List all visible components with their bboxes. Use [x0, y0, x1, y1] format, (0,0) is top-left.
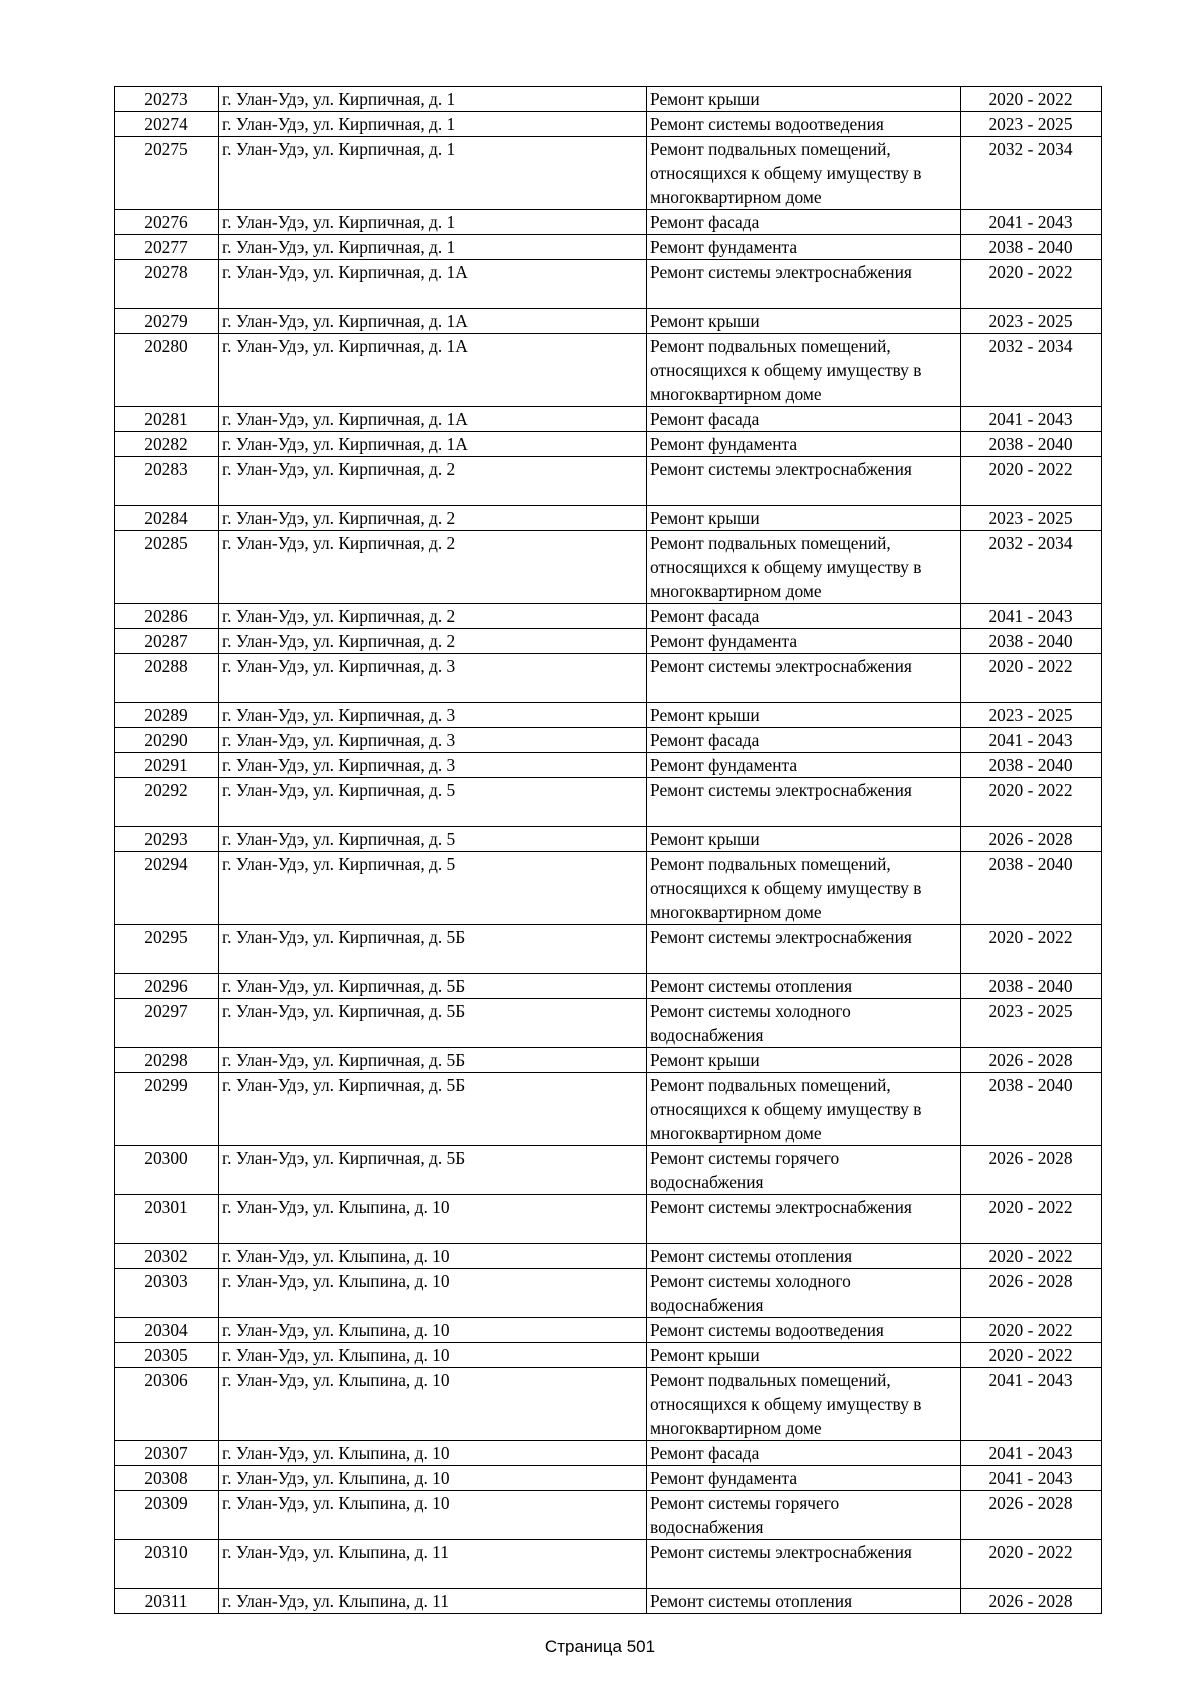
table-row: [115, 1491, 1102, 1540]
cell-period: 2020 - 2022: [961, 1540, 1102, 1589]
cell-work-type: Ремонт подвальных помещений, относящихся к общему имуществу в многоквартирном доме: [647, 852, 961, 925]
cell-id: 20287: [115, 629, 219, 654]
cell-work-type: Ремонт фасада: [647, 1441, 961, 1466]
cell-id: 20299: [115, 1073, 219, 1146]
table-row: [115, 407, 1102, 432]
cell-address: г. Улан-Удэ, ул. Клыпина, д. 11: [219, 1589, 647, 1614]
cell-work-type: Ремонт системы отопления: [647, 974, 961, 999]
cell-id: 20306: [115, 1368, 219, 1441]
cell-work-type: Ремонт фундамента: [647, 753, 961, 778]
cell-id: 20292: [115, 778, 219, 827]
cell-address: г. Улан-Удэ, ул. Кирпичная, д. 1А: [219, 309, 647, 334]
table-row: [115, 112, 1102, 137]
cell-period: 2038 - 2040: [961, 974, 1102, 999]
page-number: Страница 501: [544, 1637, 656, 1656]
cell-address: г. Улан-Удэ, ул. Кирпичная, д. 5Б: [219, 1048, 647, 1073]
cell-period: 2032 - 2034: [961, 531, 1102, 604]
cell-work-type: Ремонт системы отопления: [647, 1589, 961, 1614]
table-row: [115, 1343, 1102, 1368]
cell-id: 20308: [115, 1466, 219, 1491]
cell-address: г. Улан-Удэ, ул. Кирпичная, д. 5Б: [219, 999, 647, 1048]
cell-id: 20280: [115, 334, 219, 407]
cell-work-type: Ремонт системы электроснабжения: [647, 1540, 961, 1589]
cell-id: 20273: [115, 87, 219, 112]
cell-work-type: Ремонт системы горячего водоснабжения: [647, 1491, 961, 1540]
table-row: [115, 728, 1102, 753]
table-row: [115, 457, 1102, 506]
table-row: [115, 1318, 1102, 1343]
cell-id: 20293: [115, 827, 219, 852]
cell-address: г. Улан-Удэ, ул. Кирпичная, д. 5: [219, 852, 647, 925]
table-row: [115, 531, 1102, 604]
cell-period: 2020 - 2022: [961, 778, 1102, 827]
cell-period: 2026 - 2028: [961, 1146, 1102, 1195]
cell-period: 2038 - 2040: [961, 629, 1102, 654]
cell-work-type: Ремонт фасада: [647, 604, 961, 629]
cell-address: г. Улан-Удэ, ул. Кирпичная, д. 1: [219, 112, 647, 137]
cell-period: 2041 - 2043: [961, 1368, 1102, 1441]
cell-id: 20275: [115, 137, 219, 210]
cell-id: 20303: [115, 1269, 219, 1318]
cell-period: 2041 - 2043: [961, 604, 1102, 629]
table-row: [115, 974, 1102, 999]
cell-work-type: Ремонт подвальных помещений, относящихся к общему имуществу в многоквартирном доме: [647, 334, 961, 407]
cell-work-type: Ремонт системы электроснабжения: [647, 1195, 961, 1244]
table-row: [115, 753, 1102, 778]
cell-period: 2026 - 2028: [961, 1491, 1102, 1540]
table-row: [115, 654, 1102, 703]
cell-period: 2041 - 2043: [961, 407, 1102, 432]
cell-period: 2026 - 2028: [961, 1589, 1102, 1614]
table-row: [115, 506, 1102, 531]
cell-address: г. Улан-Удэ, ул. Клыпина, д. 10: [219, 1318, 647, 1343]
cell-period: 2020 - 2022: [961, 654, 1102, 703]
cell-id: 20286: [115, 604, 219, 629]
cell-address: г. Улан-Удэ, ул. Кирпичная, д. 1А: [219, 260, 647, 309]
cell-address: г. Улан-Удэ, ул. Клыпина, д. 10: [219, 1441, 647, 1466]
cell-period: 2026 - 2028: [961, 1048, 1102, 1073]
cell-address: г. Улан-Удэ, ул. Кирпичная, д. 1: [219, 210, 647, 235]
cell-period: 2020 - 2022: [961, 1343, 1102, 1368]
table-row: [115, 604, 1102, 629]
cell-work-type: Ремонт системы электроснабжения: [647, 457, 961, 506]
cell-period: 2020 - 2022: [961, 260, 1102, 309]
cell-address: г. Улан-Удэ, ул. Клыпина, д. 10: [219, 1466, 647, 1491]
table-row: [115, 1146, 1102, 1195]
cell-work-type: Ремонт крыши: [647, 1343, 961, 1368]
cell-id: 20307: [115, 1441, 219, 1466]
cell-address: г. Улан-Удэ, ул. Кирпичная, д. 5: [219, 778, 647, 827]
cell-id: 20304: [115, 1318, 219, 1343]
cell-id: 20305: [115, 1343, 219, 1368]
cell-id: 20281: [115, 407, 219, 432]
cell-address: г. Улан-Удэ, ул. Кирпичная, д. 5Б: [219, 1073, 647, 1146]
cell-period: 2038 - 2040: [961, 1073, 1102, 1146]
cell-id: 20290: [115, 728, 219, 753]
cell-id: 20300: [115, 1146, 219, 1195]
cell-period: 2041 - 2043: [961, 210, 1102, 235]
table-row: [115, 1466, 1102, 1491]
cell-period: 2023 - 2025: [961, 999, 1102, 1048]
cell-id: 20274: [115, 112, 219, 137]
cell-id: 20295: [115, 925, 219, 974]
cell-work-type: Ремонт системы водоотведения: [647, 112, 961, 137]
table-row: [115, 827, 1102, 852]
cell-period: 2023 - 2025: [961, 506, 1102, 531]
cell-work-type: Ремонт подвальных помещений, относящихся к общему имуществу в многоквартирном доме: [647, 137, 961, 210]
cell-work-type: Ремонт фасада: [647, 407, 961, 432]
table-row: [115, 629, 1102, 654]
cell-period: 2023 - 2025: [961, 703, 1102, 728]
cell-period: 2026 - 2028: [961, 1269, 1102, 1318]
cell-work-type: Ремонт крыши: [647, 87, 961, 112]
cell-id: 20278: [115, 260, 219, 309]
cell-work-type: Ремонт системы горячего водоснабжения: [647, 1146, 961, 1195]
table-row: [115, 703, 1102, 728]
cell-id: 20289: [115, 703, 219, 728]
cell-id: 20288: [115, 654, 219, 703]
cell-work-type: Ремонт системы холодного водоснабжения: [647, 1269, 961, 1318]
cell-address: г. Улан-Удэ, ул. Клыпина, д. 10: [219, 1195, 647, 1244]
table-row: [115, 1073, 1102, 1146]
cell-id: 20294: [115, 852, 219, 925]
table-row: [115, 1048, 1102, 1073]
cell-address: г. Улан-Удэ, ул. Кирпичная, д. 2: [219, 531, 647, 604]
table-row: [115, 1195, 1102, 1244]
cell-address: г. Улан-Удэ, ул. Клыпина, д. 11: [219, 1540, 647, 1589]
cell-id: 20277: [115, 235, 219, 260]
table-row: [115, 925, 1102, 974]
repair-schedule-table: [114, 86, 1102, 1614]
table-row: [115, 778, 1102, 827]
cell-id: 20309: [115, 1491, 219, 1540]
cell-period: 2020 - 2022: [961, 925, 1102, 974]
cell-id: 20282: [115, 432, 219, 457]
cell-address: г. Улан-Удэ, ул. Кирпичная, д. 3: [219, 703, 647, 728]
cell-id: 20276: [115, 210, 219, 235]
cell-id: 20285: [115, 531, 219, 604]
cell-address: г. Улан-Удэ, ул. Кирпичная, д. 2: [219, 457, 647, 506]
cell-period: 2041 - 2043: [961, 728, 1102, 753]
cell-address: г. Улан-Удэ, ул. Кирпичная, д. 5Б: [219, 925, 647, 974]
table-row: [115, 999, 1102, 1048]
table-row: [115, 87, 1102, 112]
cell-address: г. Улан-Удэ, ул. Кирпичная, д. 1: [219, 235, 647, 260]
cell-id: 20291: [115, 753, 219, 778]
cell-work-type: Ремонт крыши: [647, 1048, 961, 1073]
cell-address: г. Улан-Удэ, ул. Клыпина, д. 10: [219, 1269, 647, 1318]
cell-address: г. Улан-Удэ, ул. Кирпичная, д. 5: [219, 827, 647, 852]
cell-address: г. Улан-Удэ, ул. Кирпичная, д. 1А: [219, 432, 647, 457]
cell-id: 20301: [115, 1195, 219, 1244]
cell-work-type: Ремонт системы водоотведения: [647, 1318, 961, 1343]
table-body: [115, 87, 1102, 1614]
table-row: [115, 137, 1102, 210]
cell-address: г. Улан-Удэ, ул. Клыпина, д. 10: [219, 1491, 647, 1540]
cell-period: 2023 - 2025: [961, 112, 1102, 137]
cell-address: г. Улан-Удэ, ул. Клыпина, д. 10: [219, 1244, 647, 1269]
cell-work-type: Ремонт системы отопления: [647, 1244, 961, 1269]
cell-address: г. Улан-Удэ, ул. Клыпина, д. 10: [219, 1343, 647, 1368]
cell-address: г. Улан-Удэ, ул. Кирпичная, д. 3: [219, 728, 647, 753]
cell-work-type: Ремонт системы электроснабжения: [647, 925, 961, 974]
table-row: [115, 210, 1102, 235]
table-row: [115, 309, 1102, 334]
cell-work-type: Ремонт системы электроснабжения: [647, 778, 961, 827]
cell-work-type: Ремонт фундамента: [647, 235, 961, 260]
cell-period: 2041 - 2043: [961, 1441, 1102, 1466]
cell-work-type: Ремонт фундамента: [647, 1466, 961, 1491]
cell-id: 20283: [115, 457, 219, 506]
table-row: [115, 1540, 1102, 1589]
table-row: [115, 1244, 1102, 1269]
cell-work-type: Ремонт подвальных помещений, относящихся к общему имуществу в многоквартирном доме: [647, 1073, 961, 1146]
cell-period: 2020 - 2022: [961, 87, 1102, 112]
cell-address: г. Улан-Удэ, ул. Кирпичная, д. 1: [219, 87, 647, 112]
cell-address: г. Улан-Удэ, ул. Кирпичная, д. 2: [219, 629, 647, 654]
table-row: [115, 1368, 1102, 1441]
cell-period: 2026 - 2028: [961, 827, 1102, 852]
cell-address: г. Улан-Удэ, ул. Кирпичная, д. 1А: [219, 407, 647, 432]
table-row: [115, 1269, 1102, 1318]
cell-period: 2032 - 2034: [961, 334, 1102, 407]
cell-id: 20302: [115, 1244, 219, 1269]
table-row: [115, 432, 1102, 457]
cell-id: 20284: [115, 506, 219, 531]
cell-work-type: Ремонт системы холодного водоснабжения: [647, 999, 961, 1048]
cell-period: 2020 - 2022: [961, 457, 1102, 506]
cell-id: 20296: [115, 974, 219, 999]
table-row: [115, 852, 1102, 925]
cell-address: г. Улан-Удэ, ул. Кирпичная, д. 5Б: [219, 974, 647, 999]
table-row: [115, 334, 1102, 407]
cell-work-type: Ремонт крыши: [647, 506, 961, 531]
cell-work-type: Ремонт подвальных помещений, относящихся к общему имуществу в многоквартирном доме: [647, 531, 961, 604]
cell-period: 2038 - 2040: [961, 235, 1102, 260]
cell-address: г. Улан-Удэ, ул. Кирпичная, д. 2: [219, 506, 647, 531]
cell-id: 20297: [115, 999, 219, 1048]
cell-id: 20298: [115, 1048, 219, 1073]
table-row: [115, 1589, 1102, 1614]
cell-period: 2038 - 2040: [961, 753, 1102, 778]
cell-address: г. Улан-Удэ, ул. Кирпичная, д. 3: [219, 753, 647, 778]
table-row: [115, 1441, 1102, 1466]
cell-period: 2020 - 2022: [961, 1195, 1102, 1244]
cell-work-type: Ремонт системы электроснабжения: [647, 654, 961, 703]
cell-id: 20311: [115, 1589, 219, 1614]
cell-work-type: Ремонт подвальных помещений, относящихся к общему имуществу в многоквартирном доме: [647, 1368, 961, 1441]
cell-id: 20279: [115, 309, 219, 334]
cell-id: 20310: [115, 1540, 219, 1589]
cell-work-type: Ремонт крыши: [647, 827, 961, 852]
cell-period: 2038 - 2040: [961, 432, 1102, 457]
cell-work-type: Ремонт крыши: [647, 309, 961, 334]
cell-work-type: Ремонт фасада: [647, 728, 961, 753]
cell-address: г. Улан-Удэ, ул. Кирпичная, д. 1: [219, 137, 647, 210]
table-row: [115, 235, 1102, 260]
cell-address: г. Улан-Удэ, ул. Клыпина, д. 10: [219, 1368, 647, 1441]
cell-address: г. Улан-Удэ, ул. Кирпичная, д. 3: [219, 654, 647, 703]
cell-period: 2038 - 2040: [961, 852, 1102, 925]
cell-period: 2020 - 2022: [961, 1244, 1102, 1269]
cell-period: 2023 - 2025: [961, 309, 1102, 334]
cell-period: 2020 - 2022: [961, 1318, 1102, 1343]
cell-work-type: Ремонт фундамента: [647, 629, 961, 654]
table-row: [115, 260, 1102, 309]
cell-address: г. Улан-Удэ, ул. Кирпичная, д. 2: [219, 604, 647, 629]
cell-work-type: Ремонт фасада: [647, 210, 961, 235]
cell-work-type: Ремонт крыши: [647, 703, 961, 728]
cell-period: 2032 - 2034: [961, 137, 1102, 210]
cell-work-type: Ремонт системы электроснабжения: [647, 260, 961, 309]
cell-address: г. Улан-Удэ, ул. Кирпичная, д. 1А: [219, 334, 647, 407]
cell-work-type: Ремонт фундамента: [647, 432, 961, 457]
cell-period: 2041 - 2043: [961, 1466, 1102, 1491]
cell-address: г. Улан-Удэ, ул. Кирпичная, д. 5Б: [219, 1146, 647, 1195]
